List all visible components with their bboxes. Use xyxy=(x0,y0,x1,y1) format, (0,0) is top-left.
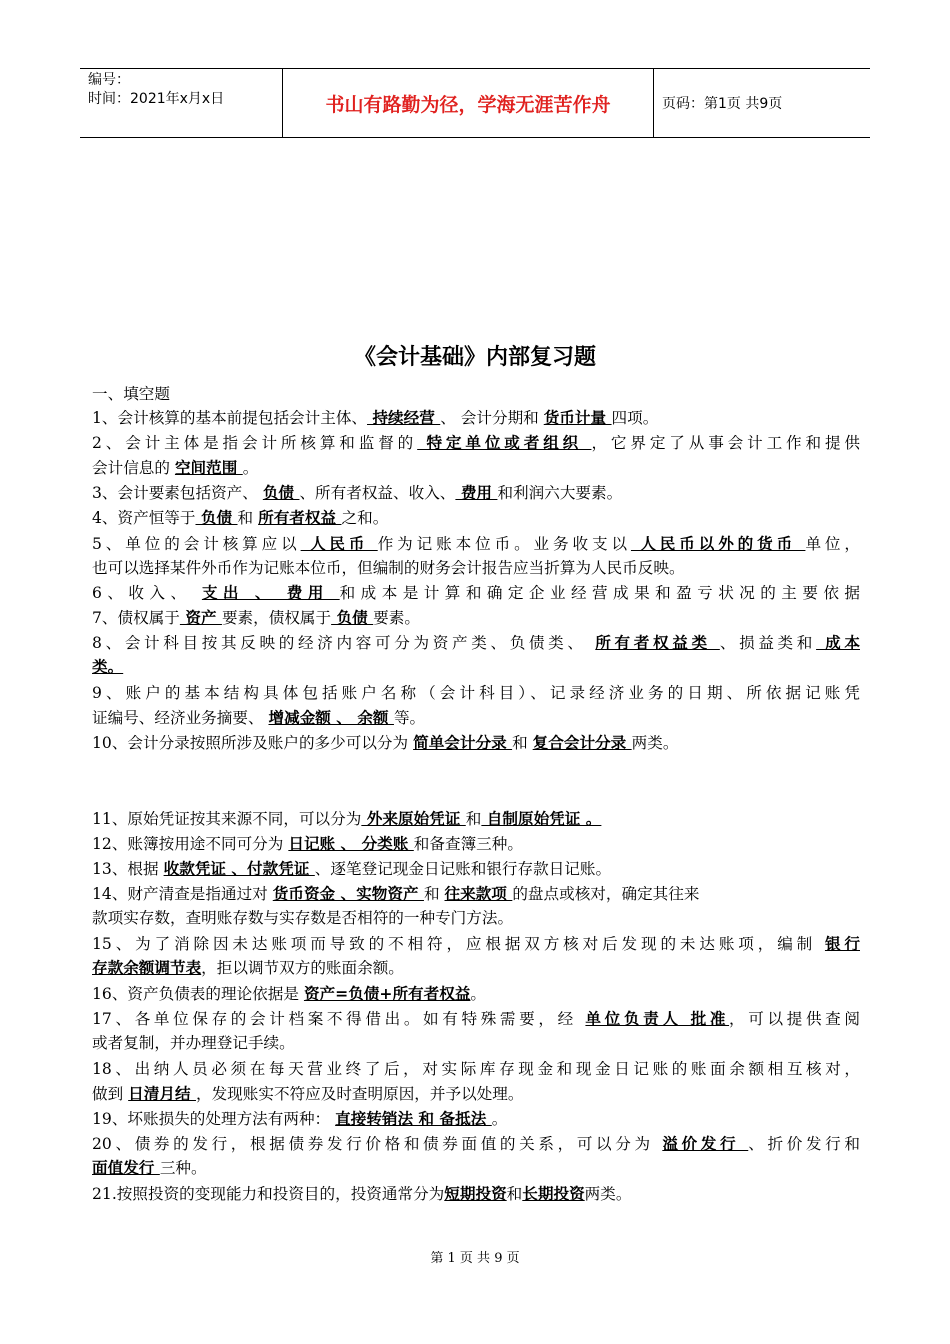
answer-blank: 负债 xyxy=(195,508,238,527)
question-text: 17、各单位保存的会计档案不得借出。如有特殊需要，经 xyxy=(92,1010,586,1028)
answer-blank: 所有者权益类 xyxy=(595,633,720,652)
question-text: 和利润六大要素。 xyxy=(497,484,623,502)
text-line xyxy=(92,481,622,505)
answer-blank: 自制原始凭证 。 xyxy=(481,809,602,828)
question-text: 9、账户的基本结构具体包括账户名称（会计科目）、记录经济业务的日期、所依据记账凭 xyxy=(92,684,860,702)
text-line xyxy=(92,1182,631,1206)
text-line xyxy=(92,556,685,580)
answer-blank: 往来款项 xyxy=(444,884,513,903)
question-text: 和 xyxy=(506,1185,523,1203)
question-text: 之和。 xyxy=(341,509,389,527)
question-text: 4、资产恒等于 xyxy=(92,509,196,527)
text-line xyxy=(92,456,258,480)
answer-blank: 资产=负债+所有者权益 xyxy=(303,984,471,1003)
text-line xyxy=(92,932,860,956)
document-title: 《会计基础》内部复习题 xyxy=(353,345,596,370)
text-line xyxy=(92,731,678,755)
text-line xyxy=(92,655,123,679)
question-text: 3、会计要素包括资产、 xyxy=(92,484,263,502)
time-label: 时间：2021年x月x日 xyxy=(88,91,225,107)
question-text: 和 xyxy=(465,810,482,828)
question-text: 14、财产清查是指通过对 xyxy=(92,885,273,903)
question-text: 11、原始凭证按其来源不同，可以分为 xyxy=(92,810,362,828)
answer-blank: 所有者权益 xyxy=(258,508,342,527)
answer-blank: 收款凭证 、付款凭证 xyxy=(163,859,315,878)
header-page-info: 页码：第1页 共9页 xyxy=(662,96,783,112)
text-line xyxy=(92,1156,207,1180)
answer-blank: 存款余额调节表 xyxy=(92,958,202,977)
text-line xyxy=(92,832,523,856)
text-line xyxy=(92,1107,507,1131)
text-line xyxy=(92,1132,860,1156)
question-text: 2、会计主体是指会计所核算和监督的 xyxy=(92,434,418,452)
text-line xyxy=(92,382,170,406)
answer-blank: 外来原始凭证 xyxy=(361,809,466,828)
question-text: 5、单位的会计核算应以 xyxy=(92,535,301,553)
answer-blank: 简单会计分录 xyxy=(413,733,513,752)
question-text: 12、账簿按用途不同可分为 xyxy=(92,835,289,853)
question-text: 6、收入、 xyxy=(92,584,202,602)
text-line xyxy=(92,581,860,605)
question-text: 单位， xyxy=(805,535,860,553)
answer-blank: 费用 xyxy=(455,483,498,502)
answer-blank: 成本 xyxy=(816,633,860,652)
text-line xyxy=(92,631,860,655)
answer-blank: 面值发行 xyxy=(92,1158,160,1177)
question-text: 两类。 xyxy=(584,1185,632,1203)
question-text: 。 xyxy=(242,459,259,477)
answer-blank: 直接转销法 和 备抵法 xyxy=(335,1109,492,1128)
question-text: 。 xyxy=(491,1110,508,1128)
question-text: 三种。 xyxy=(159,1159,207,1177)
text-line xyxy=(92,506,388,530)
question-text: ，发现账实不符应及时查明原因，并予以处理。 xyxy=(195,1085,524,1103)
question-text: 、损益类和 xyxy=(719,634,817,652)
question-text: 做到 xyxy=(92,1085,129,1103)
question-text: ，可以提供查阅 xyxy=(729,1010,860,1028)
answer-blank: 增减金额 、 余额 xyxy=(268,708,394,727)
question-text: 和备查簿三种。 xyxy=(413,835,523,853)
question-text: 和成本是计算和确定企业经营成果和盈亏状况的主要依据 xyxy=(339,584,860,602)
question-text: 、逐笔登记现金日记账和银行存款日记账。 xyxy=(314,860,612,878)
answer-blank: 人民币以外的货币 xyxy=(630,534,806,553)
question-text: 7、债权属于 xyxy=(92,609,180,627)
answer-blank: 特定单位或者组织 xyxy=(417,433,592,452)
question-text: 13、根据 xyxy=(92,860,164,878)
answer-blank: 溢价发行 xyxy=(662,1134,749,1153)
question-text: 一、填空题 xyxy=(92,385,170,403)
answer-blank: 货币计量 xyxy=(543,408,612,427)
question-text: 作为记账本位币。业务收支以 xyxy=(377,535,631,553)
question-text: 21.按照投资的变现能力和投资目的，投资通常分为 xyxy=(92,1185,445,1203)
question-text: 15、为了消除因未达账项而导致的不相符，应根据双方核对后发现的未达账项，编制 xyxy=(92,935,825,953)
question-text: 1、会计核算的基本前提包括会计主体、 xyxy=(92,409,368,427)
text-line xyxy=(92,982,486,1006)
question-text: 证编号、经济业务摘要、 xyxy=(92,709,269,727)
question-text: 等。 xyxy=(393,709,426,727)
answer-blank: 支出 、 费用 xyxy=(201,583,340,602)
text-line xyxy=(92,406,658,430)
answer-blank: 日清月结 xyxy=(128,1084,196,1103)
question-text: 20、债券的发行，根据债券发行价格和债券面值的关系，可以分为 xyxy=(92,1135,663,1153)
question-text: 的盘点或核对，确定其往来 xyxy=(512,885,700,903)
question-text: 要素。 xyxy=(373,609,420,627)
answer-blank: 单位负责人 批准 xyxy=(585,1009,730,1028)
text-line xyxy=(92,857,611,881)
answer-blank: 货币资金 、实物资产 xyxy=(272,884,424,903)
question-text: 、折价发行和 xyxy=(748,1135,860,1153)
text-line xyxy=(92,1031,295,1055)
question-text: ，它界定了从事会计工作和提供 xyxy=(591,434,861,452)
text-line xyxy=(92,906,513,930)
answer-blank: 负债 xyxy=(262,483,300,502)
question-text: 8、会计科目按其反映的经济内容可分为资产类、负债类、 xyxy=(92,634,596,652)
answer-blank: 持续经营 xyxy=(367,408,441,427)
text-line xyxy=(92,706,425,730)
page-header xyxy=(80,68,870,138)
text-line xyxy=(92,1057,860,1081)
question-text: 要素，债权属于 xyxy=(221,609,332,627)
text-line xyxy=(92,532,860,556)
question-text: 、 会计分期和 xyxy=(440,409,544,427)
answer-blank: 复合会计分录 xyxy=(532,733,632,752)
question-text: 10、会计分录按照所涉及账户的多少可以分为 xyxy=(92,734,414,752)
question-text: 也可以选择某件外币作为记账本位币，但编制的财务会计报告应当折算为人民币反映。 xyxy=(92,559,685,577)
text-line xyxy=(92,681,860,705)
question-text: 会计信息的 xyxy=(92,459,175,477)
answer-blank: 短期投资 xyxy=(444,1184,507,1203)
text-line xyxy=(92,606,420,630)
question-text: 16、资产负债表的理论依据是 xyxy=(92,985,304,1003)
answer-blank: 长期投资 xyxy=(522,1184,585,1203)
answer-blank: 空间范围 xyxy=(174,458,243,477)
answer-blank: 银行 xyxy=(824,934,860,953)
question-text: 或者复制，并办理登记手续。 xyxy=(92,1034,295,1052)
question-text: 四项。 xyxy=(611,409,659,427)
text-line xyxy=(92,431,860,455)
answer-blank: 负债 xyxy=(331,608,374,627)
question-text: 款项实存数，查明账存数与实存数是否相符的一种专门方法。 xyxy=(92,909,514,927)
question-text: 19、坏账损失的处理方法有两种： xyxy=(92,1110,336,1128)
header-motto: 书山有路勤为径，学海无涯苦作舟 xyxy=(282,69,654,137)
question-text: 、所有者权益、收入、 xyxy=(299,484,456,502)
header-meta xyxy=(80,69,282,137)
text-line xyxy=(92,1082,523,1106)
question-text: 和 xyxy=(237,509,259,527)
text-line xyxy=(92,882,699,906)
question-text: 两类。 xyxy=(631,734,679,752)
answer-blank: 资产 xyxy=(179,608,222,627)
question-text: 18、出纳人员必须在每天营业终了后，对实际库存现金和现金日记账的账面余额相互核对， xyxy=(92,1060,860,1078)
question-text: 。 xyxy=(470,985,487,1003)
answer-blank: 日记账 、 分类账 xyxy=(288,834,414,853)
question-text: 和 xyxy=(423,885,445,903)
text-line xyxy=(92,956,404,980)
answer-blank: 类。 xyxy=(92,657,124,676)
number-label: 编号： xyxy=(88,72,130,88)
question-text: ，拒以调节双方的账面余额。 xyxy=(201,959,404,977)
text-line xyxy=(92,1007,860,1031)
page-footer: 第 1 页 共 9 页 xyxy=(430,1251,520,1266)
answer-blank: 人民币 xyxy=(300,534,378,553)
question-text: 和 xyxy=(512,734,533,752)
text-line xyxy=(92,807,601,831)
